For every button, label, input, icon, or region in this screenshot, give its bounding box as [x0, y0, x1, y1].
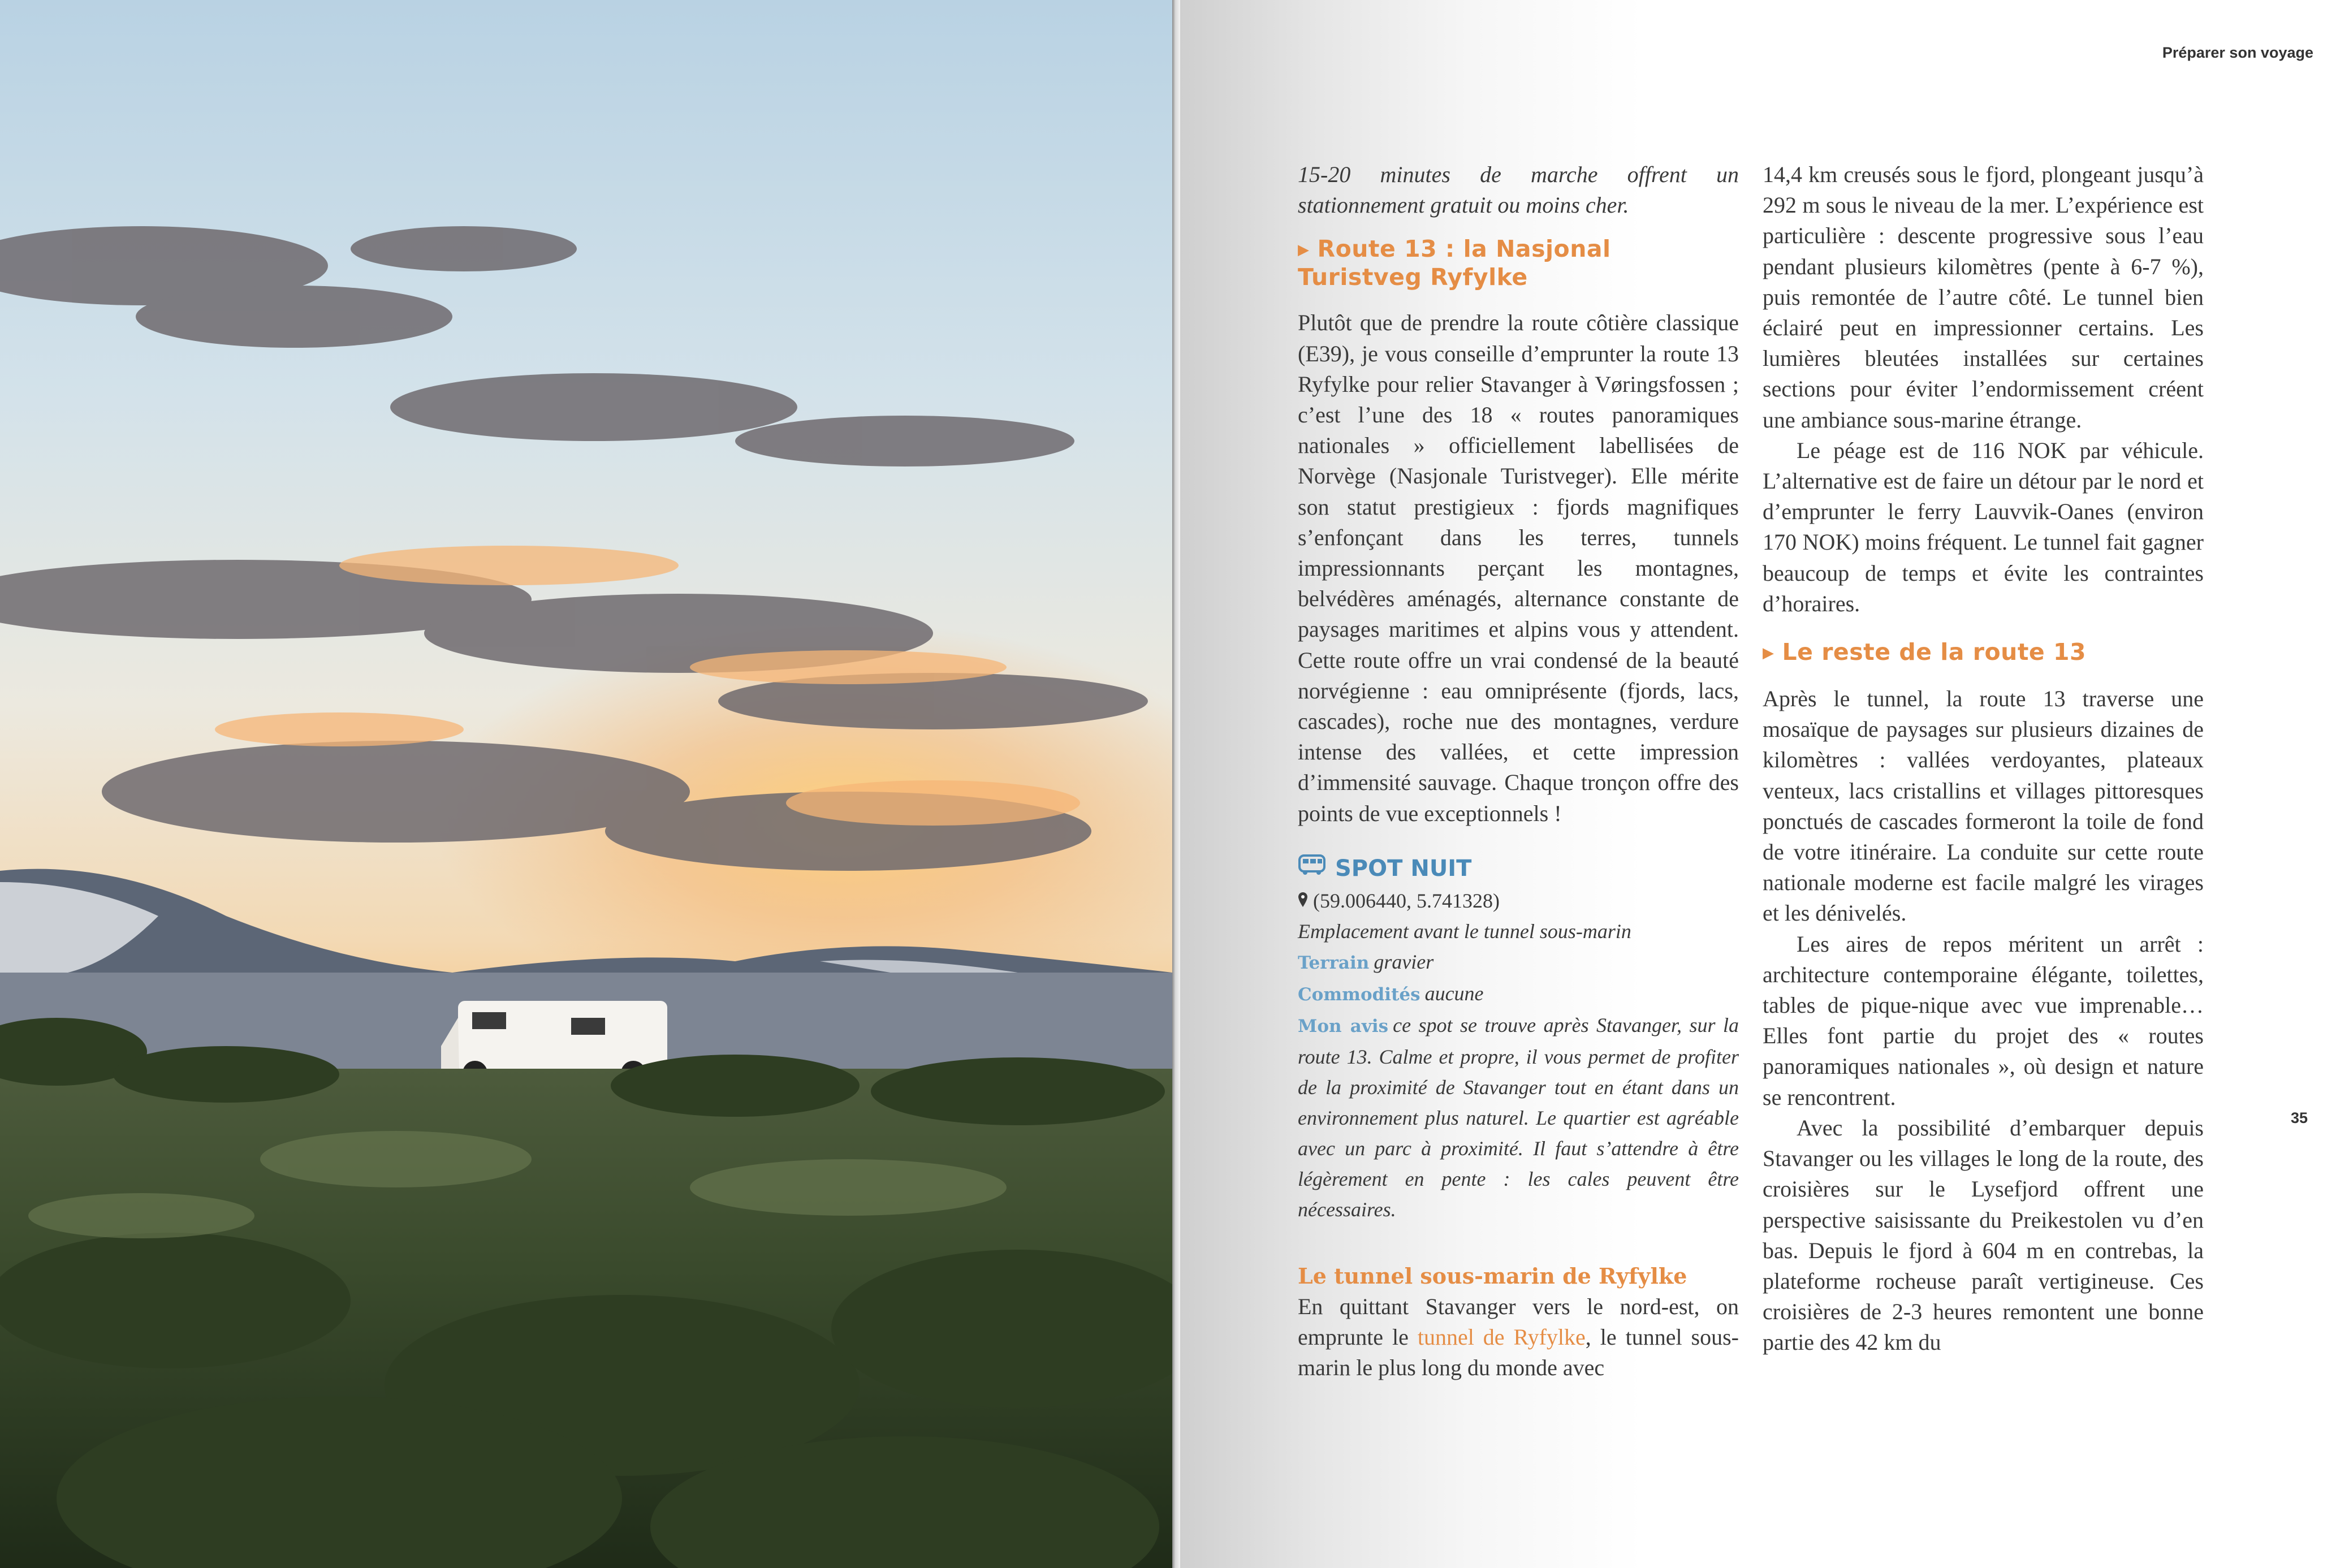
spot-coords: (59.006440, 5.741328): [1313, 889, 1500, 912]
cruises-paragraph: Avec la possibilité d’embarquer depuis Stavanger ou les villages le long de la route, des croisières sur le Lysefjord offrent une perspective saisissante du Preikestolen vu d’en bas. Depuis le fjord à 604 m en contrebas, la plateforme rocheuse paraît vertigineuse. Ces croisières de 2-3 heures remontent une bonne partie des 42 km du: [1763, 1115, 2204, 1355]
section-heading-route13: [1298, 235, 1739, 291]
tunnel-details-paragraph: 14,4 km creusés sous le fjord, plongeant jusqu’à 292 m sous le niveau de la mer. L’expérience est particulière : descente progressive sous l’eau pendant plusieurs kilomètres (pente à 6-7 %), puis remontée de l’autre côté. Le tunnel bien éclairé peut en impressionner certains. Les lumières bleutées installées sur certaines sections pour éviter l’endormissement créent une ambiance sous-marine étrange.: [1763, 162, 2204, 433]
terrain-value: gravier: [1374, 950, 1434, 973]
triangle-bullet-icon: ▶: [1298, 241, 1310, 259]
intro-text: 15-20 minutes de marche offrent un stationnement gratuit ou moins cher.: [1298, 162, 1739, 218]
spot-nuit-box: [1298, 852, 1739, 1225]
column-left: [1298, 159, 1739, 1383]
rest-areas-paragraph: Les aires de repos méritent un arrêt : architecture contemporaine élégante, toilettes, tables de pique-nique avec vue imprenable… Elles font partie du projet des « routes panoramiques nationales », où design et nature se rencontrent.: [1763, 931, 2204, 1110]
tunnel-text-after: , le tunnel sous-marin le plus long du monde avec: [1298, 1324, 1739, 1381]
triangle-bullet-icon: ▶: [1763, 645, 1774, 662]
tunnel-paragraph: [1298, 1291, 1739, 1384]
page-number: 35: [2290, 1109, 2308, 1126]
map-pin-icon: [1298, 889, 1313, 912]
spot-avis: [1298, 1010, 1739, 1225]
spot-coords-line: [1298, 885, 1739, 916]
terrain-label: Terrain: [1298, 952, 1370, 973]
commodites-label: Commodités: [1298, 984, 1420, 1005]
avis-label: Mon avis: [1298, 1016, 1389, 1036]
spot-terrain: [1298, 947, 1739, 978]
tunnel-link[interactable]: tunnel de Ryfylke: [1417, 1324, 1586, 1350]
spot-location: Emplacement avant le tunnel sous-marin: [1298, 919, 1631, 943]
campervan-icon: [1298, 852, 1326, 885]
section-heading-text: Route 13 : la Nasjonal Turistveg Ryfylke: [1298, 235, 1611, 291]
commodites-value: aucune: [1424, 982, 1484, 1005]
subheading-tunnel: Le tunnel sous-marin de Ryfylke: [1298, 1263, 1687, 1289]
section-heading-rest-route13: [1763, 638, 2204, 667]
text-page: [1180, 0, 2336, 1568]
spot-nuit-title: [1298, 852, 1739, 885]
spot-commodites: [1298, 978, 1739, 1010]
route13-paragraph: Plutôt que de prendre la route côtière classique (E39), je vous conseille d’emprunter la route 13 Ryfylke pour relier Stavanger à Vøringsfossen ; c’est l’une des 18 « routes panoramiques nationales » officiellement labellisées de Norvège (Nasjonale Turistveger). Elle mérite son statut prestigieux : fjords magnifiques s’enfonçant dans les terres, tunnels impressionnants perçant les montagnes, belvédères aménagés, alternance constante de paysages maritimes et alpins vous y attendent. Cette route offre un vrai condensé de la beauté norvégienne : eau omniprésente (fjords, lacs, cascades), roche nue des montagnes, verdure intense des vallées, et cette impression d’immensité sauvage. Chaque tronçon offre des points de vue exceptionnels !: [1298, 310, 1739, 826]
toll-paragraph: Le péage est de 116 NOK par véhicule. L’alternative est de faire un détour par le nord et d’emprunter le ferry Lauvvik-Oanes (environ 170 NOK) moins fréquent. Le tunnel fait gagner beaucoup de temps et évite les contraintes d’horaires.: [1763, 437, 2204, 616]
after-tunnel-paragraph: Après le tunnel, la route 13 traverse une mosaïque de paysages sur plusieurs dizaines de kilomètres : vallées verdoyantes, plateaux venteux, lacs cristallins et villages pittoresques ponctués de cascades formeront la toile de fond de votre itinéraire. La conduite sur cette route nationale moderne est facile malgré les virages et les dénivelés.: [1763, 686, 2204, 926]
spot-nuit-label: SPOT NUIT: [1335, 855, 1472, 882]
running-head: Préparer son voyage: [2162, 44, 2313, 61]
avis-value: ce spot se trouve après Stavanger, sur la route 13. Calme et propre, il vous permet de profiter de la proximité de Stavanger tout en étant dans un environnement plus naturel. Le quartier est agréable avec un parc à proximité. Il faut s’attendre à être légèrement en pente : les cales peuvent être nécessaires.: [1298, 1013, 1739, 1221]
tunnel-text-before: En quittant Stavanger vers le nord-est, on emprunte le: [1298, 1293, 1739, 1350]
book-gutter: [1172, 0, 1180, 1568]
section-heading-text: Le reste de la route 13: [1782, 638, 2087, 666]
column-right: [1763, 159, 2204, 1358]
